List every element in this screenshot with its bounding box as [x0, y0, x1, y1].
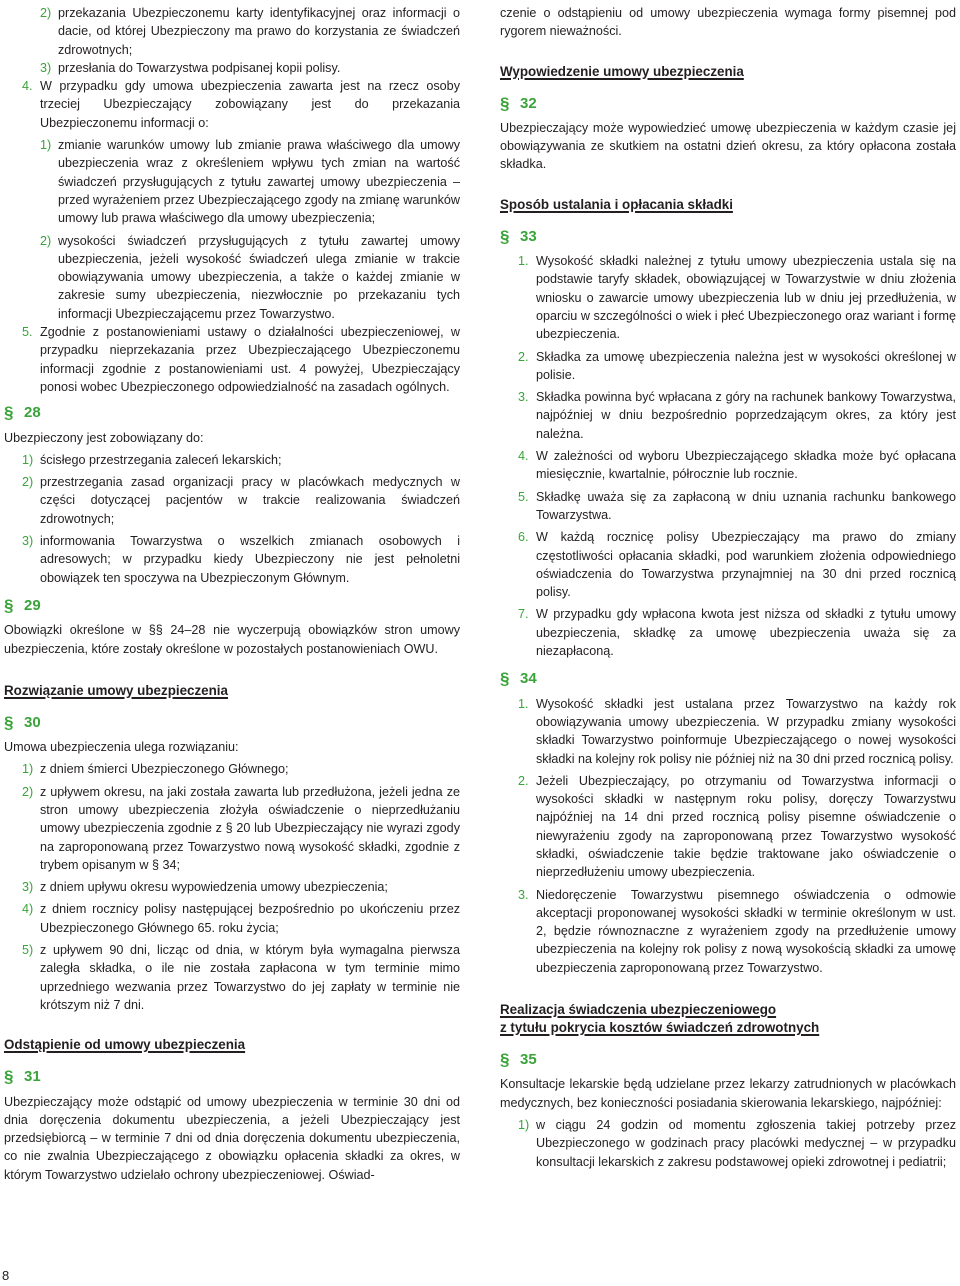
list-item: 5) z upływem 90 dni, licząc od dnia, w którym była wymagalna pierwsza zaległa składka, o ile nie została zapłacona w tym terminie mimo uprzedniego wezwania przez Towarzystwo do jej zapłaty w terminie nie krótszym niż 7 dni.: [22, 943, 460, 1012]
section-sign-icon: §: [4, 403, 14, 423]
section-31-text: Ubezpieczający może odstąpić od umowy ubezpieczenia w terminie 30 dni od dnia doręczenia dokumentu ubezpieczenia, a jeżeli Ubezpieczający jest przedsiębiorcą – w terminie 7 dni od dnia doręczenia dokumentu ubezpieczenia, co nie zwalnia Ubezpieczającego z obowiązku opłacenia składki za okres, w którym Towarzystwo udzielało ochrony ubezpieczeniowej. Oświad-: [4, 1094, 460, 1182]
list-item: 6. W każdą rocznicę polisy Ubezpieczający ma prawo do zmiany częstotliwości opłacania składki, pod warunkiem złożenia odpowiedniego oświadczenia do Towarzystwa przynajmniej na 30 dni przed rocznicą polisy.: [518, 530, 956, 600]
section-32-heading: § 32: [500, 93, 537, 113]
section-31-heading: § 31: [4, 1067, 41, 1087]
heading-realizacja: [500, 1001, 956, 1037]
list-item: 3) informowania Towarzystwa o wszelkich zmianach osobowych i adresowych; w przypadku kiedy Ubezpieczony nie jest pełnoletni obowiązek ten spoczywa na Ubezpieczonym Głównym.: [22, 534, 460, 585]
list-item: 1) w ciągu 24 godzin od momentu zgłoszenia takiej potrzeby przez Ubezpieczonego w godzinach pracy placówki medycznej – w przypadku konsultacji lekarskich z zakresu podstawowej opieki zdrowotnej i pediatrii;: [518, 1117, 956, 1169]
list-item: 1) zmianie warunków umowy lub zmianie prawa właściwego dla umowy ubezpieczenia wraz z określeniem wpływu tych zmian na wartość świadczeń przysługujących z tytułu zawartej umowy ubezpieczenia – przed wyrażeniem przez Ubezpieczającego zgody na zmianę warunków umowy lub prawa właściwego dla umowy ubezpieczenia;: [40, 138, 460, 226]
list-item: 2) przekazania Ubezpieczonemu karty identyfikacyjnej oraz informacji o dacie, od której Ubezpieczony ma prawo do korzystania ze świadczeń zdrowotnych;: [40, 6, 460, 57]
section-sign-icon: §: [4, 712, 14, 732]
list-item: 3. Składka powinna być wpłacana z góry na rachunek bankowy Towarzystwa, najpóźniej w dniu bezpośrednio poprzedzającym okres, za który jest należna.: [518, 390, 956, 441]
list-item: 2. Jeżeli Ubezpieczający, po otrzymaniu od Towarzystwa informacji o wysokości składki w następnym roku polisy, doręczy Towarzystwu najpóźniej na 14 dni przed rocznicą polisy pisemne oświadczenie o niewyrażeniu zgody na zaproponowaną przez Towarzystwo wysokość składki, oświadczenie takie będzie traktowane jako oświadczenie o nieprzedłużeniu umowy ubezpieczenia.: [518, 773, 956, 880]
heading-wypowiedzenie: Wypowiedzenie umowy ubezpieczenia: [500, 63, 744, 79]
list-item: 1) z dniem śmierci Ubezpieczonego Głównego;: [22, 762, 289, 777]
list-item: 7. W przypadku gdy wpłacona kwota jest niższa od składki z tytułu umowy ubezpieczenia, składkę za umowę ubezpieczenia uważa się za niezapłaconą.: [518, 607, 956, 659]
list-item: 5. Składkę uważa się za zapłaconą w dniu uznania rachunku bankowego Towarzystwa.: [518, 489, 956, 522]
section-sign-icon: §: [500, 226, 510, 246]
list-item: 2) wysokości świadczeń przysługujących z tytułu zawartej umowy ubezpieczenia, jeżeli wysokość świadczeń ulega zmianie w trakcie obowiązywania umowy ubezpieczenia, a także o każdej zmianie w zakresie sumy ubezpieczenia, niezwłocznie po przekazaniu tych informacji Ubezpieczającemu przez Towarzystwo.: [40, 233, 460, 321]
list-item: 1) ścisłego przestrzegania zaleceń lekarskich;: [22, 452, 282, 467]
list-item: 4) z dniem rocznicy polisy następującej bezpośrednio po ukończeniu przez Ubezpieczonego Głównego 65. roku życia;: [22, 902, 460, 935]
paragraph-4: 4. W przypadku gdy umowa ubezpieczenia zawarta jest na rzecz osoby trzeciej Ubezpieczający zobowiązany jest do przekazania Ubezpieczonemu informacji o:: [22, 79, 460, 130]
list-item: 3) przesłania do Towarzystwa podpisanej kopii polisy.: [40, 60, 341, 75]
list-item: 1. Wysokość składki należnej z tytułu umowy ubezpieczenia ustala się na podstawie taryfy składek, obowiązującej w Towarzystwie w dniu złożenia wniosku o zawarcie umowy ubezpieczenia lub w dniu jej przedłużenia, w oparciu w szczególności o wiek i płeć Ubezpieczonego oraz wariant i formę ubezpieczenia.: [518, 254, 956, 342]
section-30-intro: Umowa ubezpieczenia ulega rozwiązaniu:: [4, 740, 239, 755]
section-sign-icon: §: [500, 1050, 510, 1070]
list-item: 4. W zależności od wyboru Ubezpieczającego składka może być opłacana miesięcznie, kwartalnie, półrocznie lub rocznie.: [518, 449, 956, 482]
continuation-text: czenie o odstąpieniu od umowy ubezpieczenia wymaga formy pisemnej pod rygorem nieważności.: [500, 6, 956, 39]
section-35-intro: Konsultacje lekarskie będą udzielane przez lekarzy zatrudnionych w placówkach medycznych, bez konieczności posiadania skierowania lekarskiego, najpóźniej:: [500, 1077, 956, 1110]
page-number: 8: [2, 1268, 10, 1283]
heading-realizacja-line-1: Realizacja świadczenia ubezpieczeniowego: [500, 1002, 777, 1018]
paragraph-5: 5. Zgodnie z postanowieniami ustawy o działalności ubezpieczeniowej, w przypadku nieprzekazania przez Ubezpieczającego Ubezpieczonemu informacji zgodnie z postanowieniami ust. 4 powyżej, Ubezpieczający ponosi wobec Ubezpieczonego odpowiedzialność na zasadach ogólnych.: [22, 325, 460, 394]
heading-rozwiazanie: Rozwiązanie umowy ubezpieczenia: [4, 682, 228, 698]
list-item: 3. Niedoręczenie Towarzystwu pisemnego oświadczenia o odmowie akceptacji proponowanej wysokości składki w terminie określonym w ust. 2, będzie równoznaczne z wyrażeniem zgody na przedłużenie umowy ubezpieczenia na kolejny rok polisy z nową wysokością składki za umowę ubezpieczenia zaproponowaną przez Towarzystwo.: [518, 887, 956, 975]
left-column: [4, 4, 460, 1184]
section-sign-icon: §: [4, 1067, 14, 1087]
section-28-heading: § 28: [4, 403, 41, 423]
heading-odstapienie: Odstąpienie od umowy ubezpieczenia: [4, 1037, 246, 1053]
section-sign-icon: §: [500, 669, 510, 689]
heading-sposob: Sposób ustalania i opłacania składki: [500, 196, 733, 212]
section-35-heading: § 35: [500, 1050, 537, 1070]
section-30-heading: § 30: [4, 712, 41, 732]
section-28-intro: Ubezpieczony jest zobowiązany do:: [4, 430, 204, 445]
section-29-text: Obowiązki określone w §§ 24–28 nie wyczerpują obowiązków stron umowy ubezpieczenia, które zostały określone w pozostałych postanowieniach OWU.: [4, 623, 460, 656]
section-sign-icon: §: [500, 93, 510, 113]
list-item: 3) z dniem upływu okresu wypowiedzenia umowy ubezpieczenia;: [22, 880, 388, 895]
list-item: 2) z upływem okresu, na jaki została zawarta lub przedłużona, jeżeli jedna ze stron umowy ubezpieczenia złożyła oświadczenie o nieprzedłużaniu umowy ubezpieczenia zgodnie z § 20 lub Ubezpieczający nie wyrazi zgody na zaproponowaną przez Towarzystwo nową wysokość składki, zgodnie z trybem opisanym w § 34;: [22, 784, 460, 872]
section-33-heading: § 33: [500, 226, 537, 246]
section-32-text: Ubezpieczający może wypowiedzieć umowę ubezpieczenia w każdym czasie jej obowiązywania ze skutkiem na ostatni dzień okresu, za który opłacona została składka.: [500, 120, 956, 172]
list-item: 1. Wysokość składki jest ustalana przez Towarzystwo na każdy rok obowiązywania umowy ubezpieczenia. W przypadku zmiany wysokości składki Towarzystwo poinformuje Ubezpieczającego o nowej wysokości składki na kolejny rok polisy nie później niż na 30 dni przed rocznicą polisy.: [518, 696, 956, 766]
right-column: [500, 4, 956, 1171]
list-item: 2. Składka za umowę ubezpieczenia należna jest w wysokości określonej w polisie.: [518, 349, 956, 382]
section-sign-icon: §: [4, 595, 14, 615]
section-34-heading: § 34: [500, 669, 537, 689]
heading-realizacja-line-2: z tytułu pokrycia kosztów świadczeń zdrowotnych: [500, 1020, 820, 1036]
section-29-heading: § 29: [4, 595, 41, 615]
list-item: 2) przestrzegania zasad organizacji pracy w placówkach medycznych w części dotyczącej pacjentów w trakcie realizowania świadczeń zdrowotnych;: [22, 475, 460, 526]
